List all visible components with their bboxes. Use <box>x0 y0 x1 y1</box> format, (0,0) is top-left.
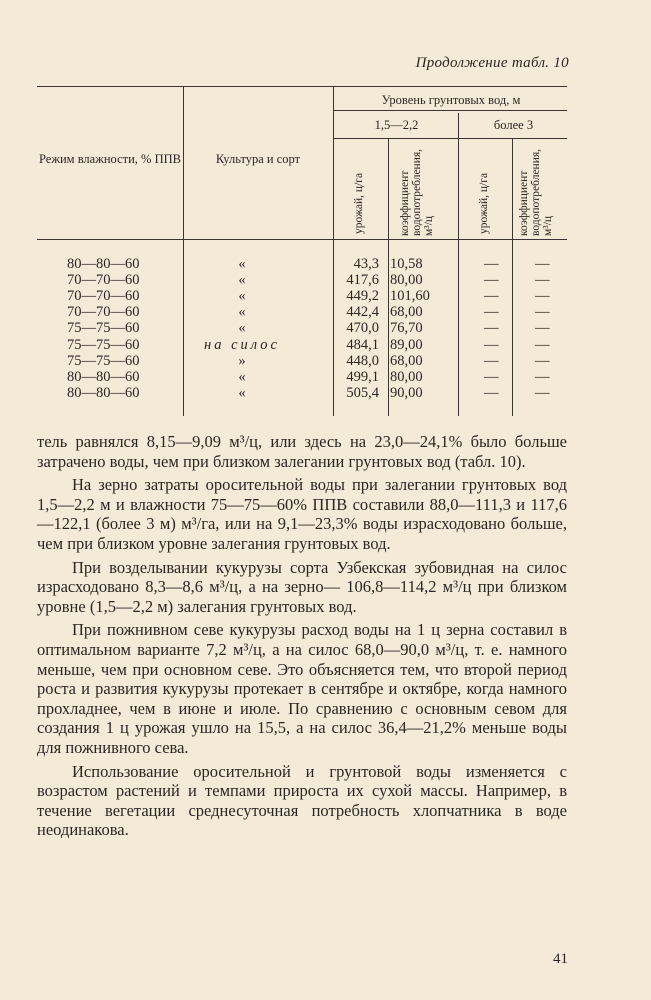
table-row <box>37 288 567 304</box>
crop-cell: на силос <box>204 336 280 353</box>
coefficient-cell: 90,00 <box>390 384 423 401</box>
data-table <box>37 86 567 416</box>
yield-cell: 43,3 <box>353 256 379 272</box>
crop-cell: « <box>238 384 246 401</box>
table-row <box>37 272 567 288</box>
table-row <box>37 369 567 385</box>
paragraph: При возделывании кукурузы сорта Узбекская зубовидная на силос израсходовано 8,3—8,6 м³/ц, а на зерно— 106,8—114,2 м³/ц при близком уровне (1,5—2,2 м) залегания грунтовых вод. <box>37 557 567 616</box>
body-text <box>37 432 567 844</box>
table-row <box>37 385 567 401</box>
coefficient-cell: 68,00 <box>390 352 423 369</box>
crop-cell: « <box>238 368 246 385</box>
table-row <box>37 320 567 336</box>
header-yield-2: урожай, ц/га <box>478 172 490 234</box>
table-row <box>37 304 567 320</box>
groundwater-rule <box>333 110 567 111</box>
paragraph: Использование оросительной и грунтовой воды изменяется с возрастом растений и темпами прироста их сухой массы. Например, в течение вегетации среднесуточная потребность хлопчатника в воде неодинакова. <box>37 761 567 840</box>
mode-cell: 70—70—60 <box>67 304 140 321</box>
yield-deep-cell: — <box>484 288 499 305</box>
mode-cell: 80—80—60 <box>67 384 140 401</box>
yield-cell: 499,1 <box>346 368 379 385</box>
yield-deep-cell: — <box>484 336 499 353</box>
yield-deep-cell: — <box>484 384 499 401</box>
coefficient-cell: 10,58 <box>390 256 423 272</box>
paragraph: При пожнивном севе кукурузы расход воды на 1 ц зерна составил в оптимальном варианте 7,2 м³/ц, а на силос 68,0—90,0 м³/ц, т. е. намного меньше, чем при основном севе. Это объясняется тем, что второй период роста и развития кукурузы протекает в сентябре и октябре, когда намного прохладнее, чем в июне и июле. По сравнению с основным севом для создания 1 ц урожая ушло на 15,5, а на силос 36,4—21,2% меньше воды для пожнивного сева. <box>37 620 567 757</box>
coefficient-deep-cell: — <box>535 352 550 369</box>
coefficient-deep-cell: — <box>535 320 550 337</box>
mode-cell: 75—75—60 <box>67 320 140 337</box>
yield-deep-cell: — <box>484 368 499 385</box>
yield-cell: 505,4 <box>346 384 379 401</box>
yield-deep-cell: — <box>484 256 499 272</box>
page-number: 41 <box>553 951 568 967</box>
yield-deep-cell: — <box>484 352 499 369</box>
yield-cell: 417,6 <box>346 272 379 289</box>
header-mode: Режим влажности, % ППВ <box>39 152 181 166</box>
depth-rule <box>333 138 567 139</box>
header-coef-2: коэффициент водопотребления, м³/ц <box>518 148 554 236</box>
crop-cell: « <box>238 288 246 305</box>
table-row <box>37 256 567 272</box>
coefficient-cell: 68,00 <box>390 304 423 321</box>
header-groundwater: Уровень грунтовых вод, м <box>381 93 521 107</box>
paragraph: На зерно затраты оросительной воды при залегании грунтовых вод 1,5—2,2 м и влажности 75—75—60% ППВ составили 88,0—111,3 и 117,6—122,1 (более 3 м) м³/га, или на 9,1—23,3% воды израсходовано больше, чем при близком уровне залегания грунтовых вод. <box>37 475 567 553</box>
yield-cell: 484,1 <box>346 336 379 353</box>
crop-cell: « <box>238 304 246 321</box>
yield-cell: 442,4 <box>346 304 379 321</box>
table-row <box>37 337 567 353</box>
coefficient-deep-cell: — <box>535 368 550 385</box>
coefficient-cell: 89,00 <box>390 336 423 353</box>
coefficient-deep-cell: — <box>535 384 550 401</box>
table-continuation-label: Продолжение табл. 10 <box>415 55 569 71</box>
crop-cell: « <box>238 320 246 337</box>
coefficient-cell: 76,70 <box>390 320 423 337</box>
crop-cell: « <box>238 256 246 272</box>
yield-deep-cell: — <box>484 272 499 289</box>
header-bottom-rule <box>37 239 567 240</box>
mode-cell: 70—70—60 <box>67 288 140 305</box>
mode-cell: 80—80—60 <box>67 368 140 385</box>
yield-deep-cell: — <box>484 304 499 321</box>
coefficient-cell: 80,00 <box>390 272 423 289</box>
table-top-rule <box>37 86 567 87</box>
mode-cell: 70—70—60 <box>67 272 140 289</box>
yield-cell: 448,0 <box>346 352 379 369</box>
crop-cell: » <box>238 352 246 369</box>
header-depth-1: 1,5—2,2 <box>374 118 419 132</box>
coefficient-deep-cell: — <box>535 336 550 353</box>
yield-cell: 470,0 <box>346 320 379 337</box>
table-row <box>37 353 567 369</box>
coefficient-deep-cell: — <box>535 272 550 289</box>
yield-deep-cell: — <box>484 320 499 337</box>
coefficient-deep-cell: — <box>535 304 550 321</box>
coefficient-cell: 80,00 <box>390 368 423 385</box>
header-depth-2: более 3 <box>493 118 534 132</box>
mode-cell: 75—75—60 <box>67 352 140 369</box>
coefficient-deep-cell: — <box>535 256 550 272</box>
header-yield-1: урожай, ц/га <box>353 172 365 234</box>
crop-cell: « <box>238 272 246 289</box>
mode-cell: 75—75—60 <box>67 336 140 353</box>
coefficient-deep-cell: — <box>535 288 550 305</box>
coefficient-cell: 101,60 <box>390 288 430 305</box>
yield-cell: 449,2 <box>346 288 379 305</box>
paragraph: тель равнялся 8,15—9,09 м³/ц, или здесь на 23,0—24,1% было больше затрачено воды, чем при близком залегании грунтовых вод (табл. 10). <box>37 432 567 471</box>
mode-cell: 80—80—60 <box>67 256 140 272</box>
header-coef-1: коэффициент водопотребления, м³/ц <box>399 148 435 236</box>
header-crop: Культура и сорт <box>215 152 301 166</box>
